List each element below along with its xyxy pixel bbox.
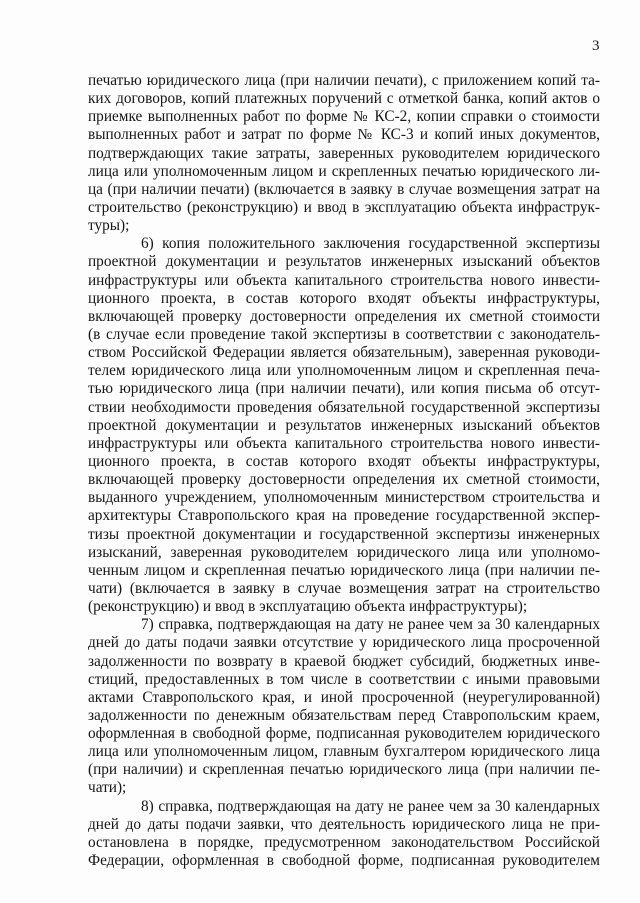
text-line: тизы проектной документации и государственной экспертизы инженерных: [88, 525, 600, 543]
text-line: печатью юридического лица (при наличии печати), с приложением копий та-: [88, 72, 600, 89]
text-line: архитектуры Ставропольского края на проведение государственной экспер-: [88, 507, 600, 525]
text-line: (реконструкцию) и ввод в эксплуатацию объекта инфраструктуры);: [88, 598, 528, 616]
text-line: стиций, предоставленных в том числе в соответствии с иными правовыми: [88, 670, 600, 688]
paragraph: [88, 72, 600, 235]
text-line: чати) (включается в заявку в случае возмещения затрат на строительство: [88, 579, 600, 597]
text-line: приемке выполненных работ по форме № КС-2, копии справки о стоимости: [88, 108, 600, 126]
text-line: задолженности по возврату в краевой бюджет субсидий, бюджетных инве-: [88, 652, 600, 670]
paragraph: [88, 798, 600, 871]
text-line: выданного учреждением, уполномоченным министерством строительства и: [88, 489, 600, 507]
text-line: туры);: [88, 217, 130, 235]
text-line: ствии необходимости проведения обязательной государственной экспертизы: [88, 398, 600, 416]
text-line: 6) копия положительного заключения государственной экспертизы: [141, 235, 600, 253]
text-line: 7) справка, подтверждающая на дату не ранее чем за 30 календарных: [141, 616, 600, 634]
text-line: дней до даты подачи заявки, что деятельность юридического лица не при-: [88, 815, 600, 833]
text-line: телем юридического лица или уполномоченным лицом и скрепленная печа-: [88, 362, 600, 380]
text-line: ких договоров, копий платежных поручений с отметкой банка, копий актов о: [88, 90, 600, 108]
text-line: (в случае если проведение такой экспертизы в соответствии с законодатель-: [88, 325, 600, 343]
text-line: ством Российской Федерации является обязательным), заверенная руководи-: [88, 344, 600, 362]
paragraph: [88, 616, 600, 797]
text-line: ченным лицом и скрепленная печатью юридического лица (при наличии пе-: [88, 561, 600, 579]
text-line: инфраструктуры или объекта капитального строительства нового инвести-: [88, 434, 600, 452]
text-line: проектной документации и результатов инженерных изысканий объектов: [88, 416, 600, 434]
text-line: ционного проекта, в состав которого входят объекты инфраструктуры,: [88, 289, 600, 307]
text-line: лица или уполномоченным лицом и скрепленных печатью юридического ли-: [88, 162, 600, 180]
text-line: лица или уполномоченным лицом, главным бухгалтером юридического лица: [88, 743, 600, 761]
page-number: 3: [592, 38, 600, 54]
text-line: строительство (реконструкцию) и ввод в эксплуатацию объекта инфраструк-: [88, 198, 600, 216]
text-line: выполненных работ и затрат по форме № КС-3 и копий иных документов,: [88, 126, 600, 144]
text-line: тью юридического лица (при наличии печати), или копия письма об отсут-: [88, 380, 600, 398]
text-line: оформленная в свободной форме, подписанная руководителем юридического: [88, 725, 600, 743]
text-line: подтверждающих такие затраты, заверенных руководителем юридического: [88, 144, 600, 162]
text-line: (при наличии) и скрепленная печатью юридического лица (при наличии пе-: [88, 761, 600, 779]
text-line: ционного проекта, в состав которого входят объекты инфраструктуры,: [88, 452, 600, 470]
text-line: Федерации, оформленная в свободной форме, подписанная руководителем: [88, 852, 600, 870]
text-line: 8) справка, подтверждающая на дату не ранее чем за 30 календарных: [141, 797, 600, 815]
text-line: проектной документации и результатов инженерных изысканий объектов: [88, 253, 600, 271]
text-line: изысканий, заверенная руководителем юридического лица или уполномо-: [88, 543, 600, 561]
text-line: чати);: [88, 779, 127, 797]
text-line: задолженности по денежным обязательствам перед Ставропольским краем,: [88, 706, 600, 724]
document-body: [88, 72, 600, 870]
text-line: включающей проверку достоверности определения их сметной стоимости,: [88, 471, 600, 489]
text-line: актами Ставропольского края, и иной просроченной (неурегулированной): [88, 688, 600, 706]
text-line: остановлена в порядке, предусмотренном законодательством Российской: [88, 833, 600, 851]
paragraph: [88, 235, 600, 616]
text-line: ца (при наличии печати) (включается в заявку в случае возмещения затрат на: [88, 180, 600, 198]
text-line: инфраструктуры или объекта капитального строительства нового инвести-: [88, 271, 600, 289]
text-line: дней до даты подачи заявки отсутствие у юридического лица просроченной: [88, 634, 600, 652]
text-line: включающей проверку достоверности определения их сметной стоимости: [88, 307, 600, 325]
